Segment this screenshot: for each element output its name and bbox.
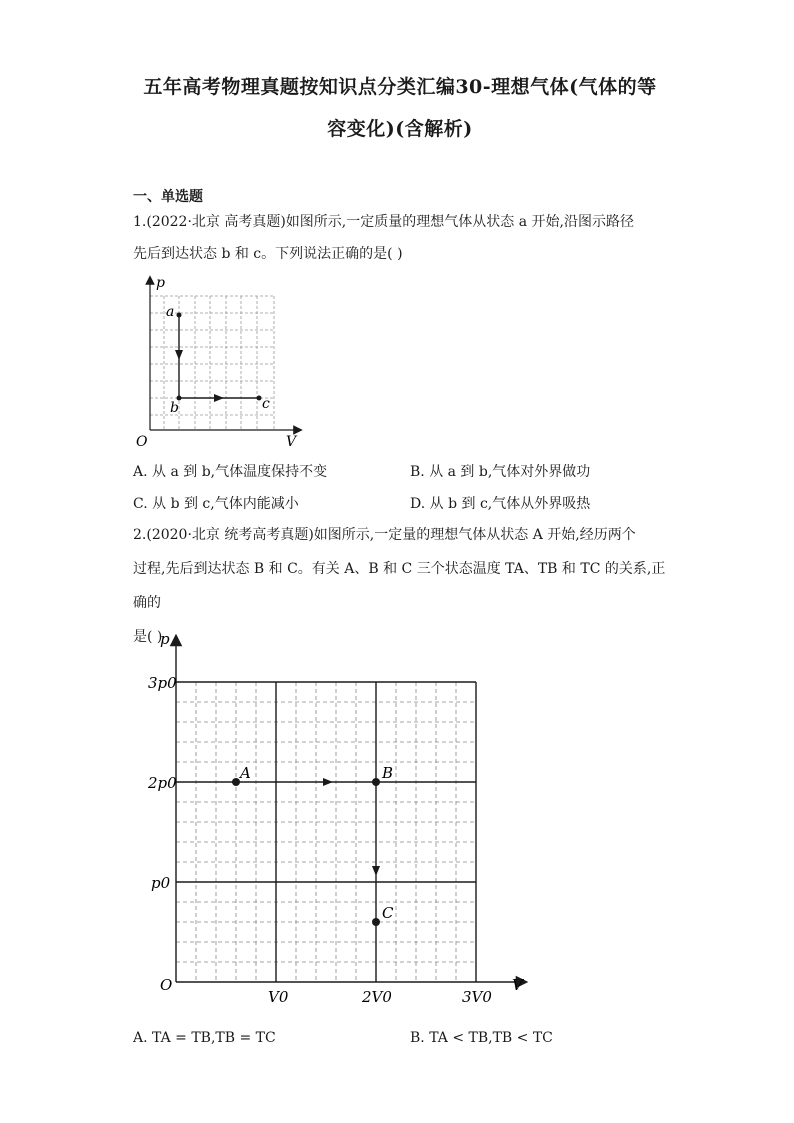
section-heading: 一、单选题 [133, 189, 203, 205]
q2-line-1: 2.(2020·北京 统考高考真题)如图所示,一定量的理想气体从状态 A 开始,经历两个 [133, 527, 636, 543]
q2-xtick-3v0: 3V0 [462, 988, 492, 1006]
q2-line-3: 是( ) [133, 629, 163, 645]
q2-point-a [232, 778, 240, 786]
title-line-1: 五年高考物理真题按知识点分类汇编30-理想气体(气体的等 [143, 76, 657, 98]
q2-ytick-p0: p0 [151, 874, 171, 892]
q2-ytick-2p0: 2p0 [148, 774, 177, 792]
q2-p-label: p [160, 630, 170, 648]
title-line-2: 容变化)(含解析) [327, 118, 473, 140]
q2-point-c [372, 918, 380, 926]
q1-option-c: C. 从 b 到 c,气体内能减小 [133, 496, 299, 512]
q1-pv-diagram [128, 272, 318, 452]
q2-label-a: A [240, 764, 251, 782]
q1-label-a: a [166, 304, 175, 320]
q2-point-b [372, 778, 380, 786]
q1-point-c [257, 396, 262, 401]
q2-grid [176, 682, 476, 982]
q2-label-c: C [382, 904, 394, 922]
q2-major-grid [176, 682, 476, 982]
q1-label-b: b [170, 400, 179, 416]
q1-option-a: A. 从 a 到 b,气体温度保持不变 [133, 464, 328, 480]
q1-line-2: 先后到达状态 b 和 c。下列说法正确的是( ) [133, 246, 403, 262]
q1-option-d: D. 从 b 到 c,气体从外界吸热 [410, 496, 591, 512]
q1-p-label: p [156, 275, 165, 291]
document-title [110, 66, 690, 150]
q1-arrow-down [175, 350, 183, 360]
q1-point-a [177, 313, 182, 318]
q1-arrow-right [214, 394, 224, 402]
q1-line-1: 1.(2022·北京 高考真题)如图所示,一定质量的理想气体从状态 a 开始,沿图示路径 [133, 214, 634, 230]
q1-option-b: B. 从 a 到 b,气体对外界做功 [410, 464, 591, 480]
q1-v-label: V [286, 434, 297, 450]
q1-origin-label: O [136, 434, 148, 450]
q2-option-a: A. TA = TB,TB = TC [133, 1030, 276, 1046]
q2-line-2: 过程,先后到达状态 B 和 C。有关 A、B 和 C 三个状态温度 TA、TB 和 TC 的关系,正确的 [133, 561, 666, 611]
q2-arrow-right [323, 778, 333, 786]
q1-label-c: c [262, 396, 270, 412]
q2-origin-label: O [160, 976, 173, 994]
question-1-stem [133, 206, 673, 270]
q2-ytick-3p0: 3p0 [148, 674, 177, 692]
q2-xtick-2v0: 2V0 [362, 988, 392, 1006]
q2-pv-diagram [140, 628, 540, 1013]
q2-xtick-v0: V0 [268, 988, 289, 1006]
q2-v-label: V [512, 976, 523, 994]
q2-arrow-down [372, 866, 380, 876]
q2-label-b: B [382, 764, 394, 782]
q2-option-b: B. TA < TB,TB < TC [410, 1030, 553, 1046]
